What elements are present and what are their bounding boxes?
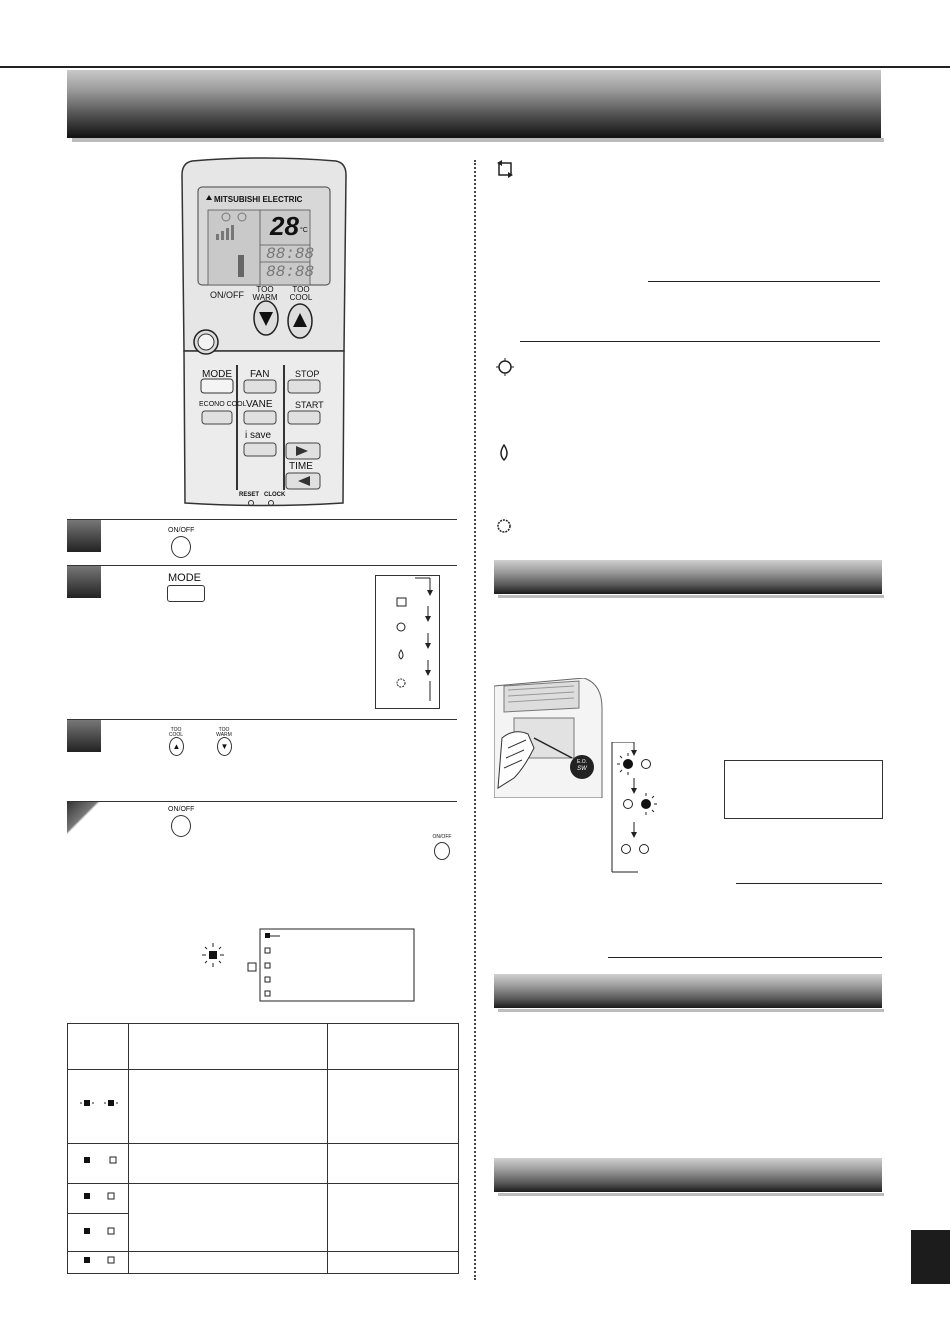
emergency-switch-label-bottom: SW bbox=[577, 766, 587, 772]
remote-econo-cool-label: ECONO COOL bbox=[199, 401, 247, 408]
remote-vane-button[interactable] bbox=[244, 411, 276, 424]
remote-timer-off: 88:88 bbox=[266, 263, 315, 281]
underline-3 bbox=[736, 883, 882, 884]
remote-too-cool-button[interactable] bbox=[288, 304, 312, 338]
remote-time-up-button[interactable] bbox=[286, 443, 320, 459]
lamp-pair-cell bbox=[68, 1214, 129, 1252]
mode-cycle-box bbox=[375, 575, 440, 709]
step-4-small-button-label: ON/OFF bbox=[432, 834, 452, 840]
step-3-rule bbox=[67, 719, 457, 720]
lamp-status-table bbox=[67, 1023, 459, 1274]
dry-mode-icon bbox=[497, 444, 511, 467]
emergency-lamp-sequence bbox=[606, 742, 666, 874]
remote-fan-button[interactable] bbox=[244, 380, 276, 393]
remote-too-cool-label: TOO COOL bbox=[289, 285, 313, 302]
step-4-button-label: ON/OFF bbox=[168, 806, 195, 813]
remote-control-illustration bbox=[178, 155, 350, 508]
auto-mode-icon bbox=[496, 160, 514, 183]
remote-isave-button[interactable] bbox=[244, 443, 276, 456]
remote-econo-cool-button[interactable] bbox=[202, 411, 232, 424]
remote-stop-label: STOP bbox=[295, 369, 320, 379]
cool-mode-icon bbox=[496, 358, 514, 381]
top-rule bbox=[0, 66, 950, 68]
heat-mode-icon bbox=[495, 517, 513, 540]
step-3-warm-icon: ▼ bbox=[217, 737, 232, 756]
emergency-switch-icon bbox=[570, 755, 594, 779]
remote-time-down-button[interactable] bbox=[286, 473, 320, 489]
indoor-unit-illustration bbox=[494, 678, 606, 798]
remote-time-label: TIME bbox=[289, 461, 313, 472]
section-header-2 bbox=[494, 974, 882, 1008]
step-4-tab bbox=[67, 802, 101, 834]
page-title-banner-shadow bbox=[72, 138, 884, 142]
step-2-rule bbox=[67, 565, 457, 566]
remote-vane-label: VANE bbox=[246, 399, 273, 410]
section-header-emergency bbox=[494, 560, 882, 594]
step-2-tab bbox=[67, 566, 101, 598]
emergency-note-box bbox=[724, 760, 883, 819]
remote-temp-unit: °C bbox=[300, 227, 308, 234]
underline-4 bbox=[608, 957, 882, 958]
timer-lamp-diagram bbox=[198, 925, 418, 1005]
step-4-small-onoff-icon bbox=[434, 842, 450, 860]
remote-brand: MITSUBISHI ELECTRIC bbox=[214, 195, 303, 204]
lamp-pair-cell bbox=[68, 1184, 129, 1214]
page-edge-tab bbox=[911, 1230, 950, 1284]
lamp-pair-cell bbox=[68, 1144, 129, 1184]
section-header-2-shadow bbox=[498, 1009, 884, 1012]
step-3-warm-label: TOO WARM bbox=[216, 727, 232, 738]
remote-too-warm-button[interactable] bbox=[254, 301, 278, 335]
underline-1 bbox=[648, 281, 880, 282]
remote-stop-button[interactable] bbox=[288, 380, 320, 393]
remote-onoff-label: ON/OFF bbox=[210, 290, 244, 300]
lamp-pair-cell bbox=[68, 1252, 129, 1274]
remote-start-label: START bbox=[295, 400, 324, 410]
step-4-onoff-icon bbox=[171, 815, 191, 837]
step-4-rule bbox=[67, 801, 457, 802]
column-divider bbox=[474, 160, 476, 1280]
step-1-button-label: ON/OFF bbox=[168, 527, 195, 534]
section-header-3-shadow bbox=[498, 1193, 884, 1196]
step-2-button-label: MODE bbox=[168, 572, 201, 584]
underline-2 bbox=[520, 341, 880, 342]
step-3-cool-icon: ▲ bbox=[169, 737, 184, 756]
step-1-rule bbox=[67, 519, 457, 520]
section-header-3 bbox=[494, 1158, 882, 1192]
page-title-banner bbox=[67, 70, 881, 138]
emergency-switch-label-top: E.O. bbox=[576, 759, 587, 765]
remote-temperature: 28 bbox=[270, 211, 299, 241]
remote-onoff-button[interactable] bbox=[207, 301, 235, 333]
lamp-pair-cell bbox=[68, 1070, 129, 1144]
section-header-emergency-shadow bbox=[498, 595, 884, 598]
step-2-mode-icon bbox=[167, 585, 205, 602]
remote-too-warm-label: TOO WARM bbox=[252, 285, 278, 302]
remote-mode-label: MODE bbox=[202, 369, 232, 380]
remote-clock-label: CLOCK bbox=[264, 492, 286, 498]
remote-fan-label: FAN bbox=[250, 369, 270, 380]
remote-isave-label: i save bbox=[245, 430, 272, 441]
remote-start-button[interactable] bbox=[288, 411, 320, 424]
remote-timer-on: 88:88 bbox=[266, 245, 315, 263]
step-1-tab bbox=[67, 520, 101, 552]
remote-reset-label: RESET bbox=[239, 492, 260, 498]
step-3-cool-label: TOO COOL bbox=[168, 727, 184, 738]
step-3-tab bbox=[67, 720, 101, 752]
step-1-onoff-icon bbox=[171, 536, 191, 558]
remote-mode-button[interactable] bbox=[201, 379, 233, 393]
